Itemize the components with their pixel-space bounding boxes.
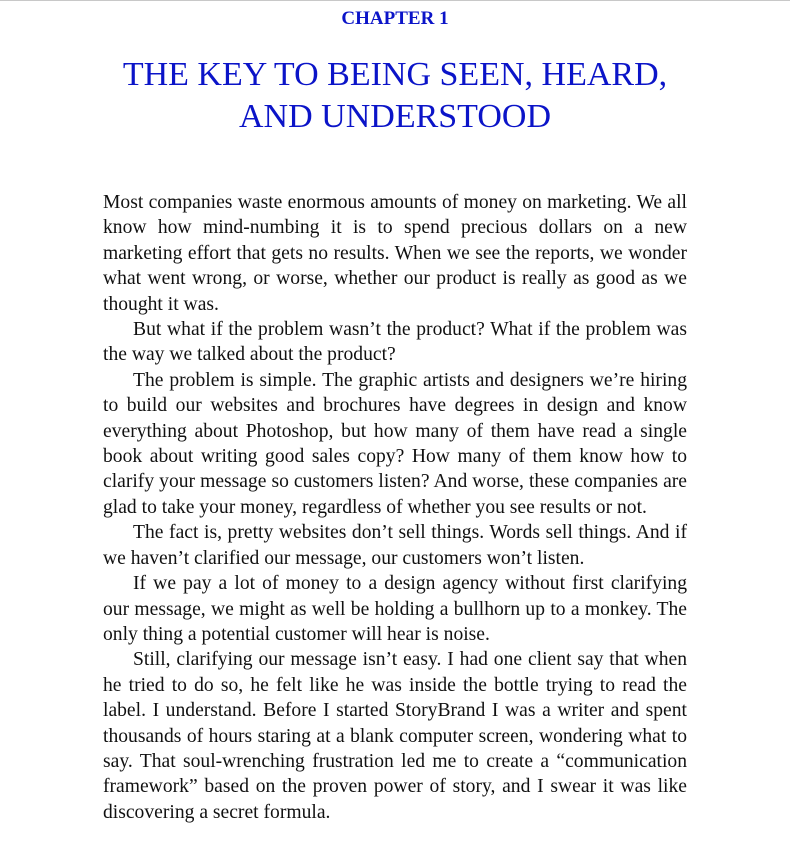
chapter-title: THE KEY TO BEING SEEN, HEARD, AND UNDERSTOOD — [122, 56, 668, 135]
chapter-label: CHAPTER 1 — [341, 8, 449, 29]
paragraph-6: Still, clarifying our message isn’t easy. I had one client say that when he tried to do so, he felt like he was inside the bottle trying to read the label. I understand. Before I started StoryBrand I was a writer and spent thousands of hours staring at a blank computer screen, wondering what to say. That soul-wrenching frustration led me to create a “communication framework” based on the proven power of story, and I swear it was like discovering a secret formula. — [103, 649, 687, 823]
chapter-body — [103, 190, 687, 825]
paragraph-5: If we pay a lot of money to a design agency without first clarifying our message, we might as well be holding a bullhorn up to a monkey. The only thing a potential customer will hear is noise. — [103, 573, 687, 645]
paragraph-2: But what if the problem wasn’t the product? What if the problem was the way we talked about the product? — [103, 319, 687, 366]
paragraph-3: The problem is simple. The graphic artists and designers we’re hiring to build our websites and brochures have degrees in design and know everything about Photoshop, but how many of them have read a single book about writing good sales copy? How many of them know how to clarify your message so customers listen? And worse, these companies are glad to take your money, regardless of whether you see results or not. — [103, 369, 687, 518]
paragraph-4: The fact is, pretty websites don’t sell things. Words sell things. And if we haven’t clarified our message, our customers won’t listen. — [103, 522, 687, 569]
paragraph-1: Most companies waste enormous amounts of money on marketing. We all know how mind-numbing it is to spend precious dollars on a new marketing effort that gets no results. When we see the reports, we wonder what went wrong, or worse, whether our product is really as good as we thought it was. — [103, 192, 687, 315]
